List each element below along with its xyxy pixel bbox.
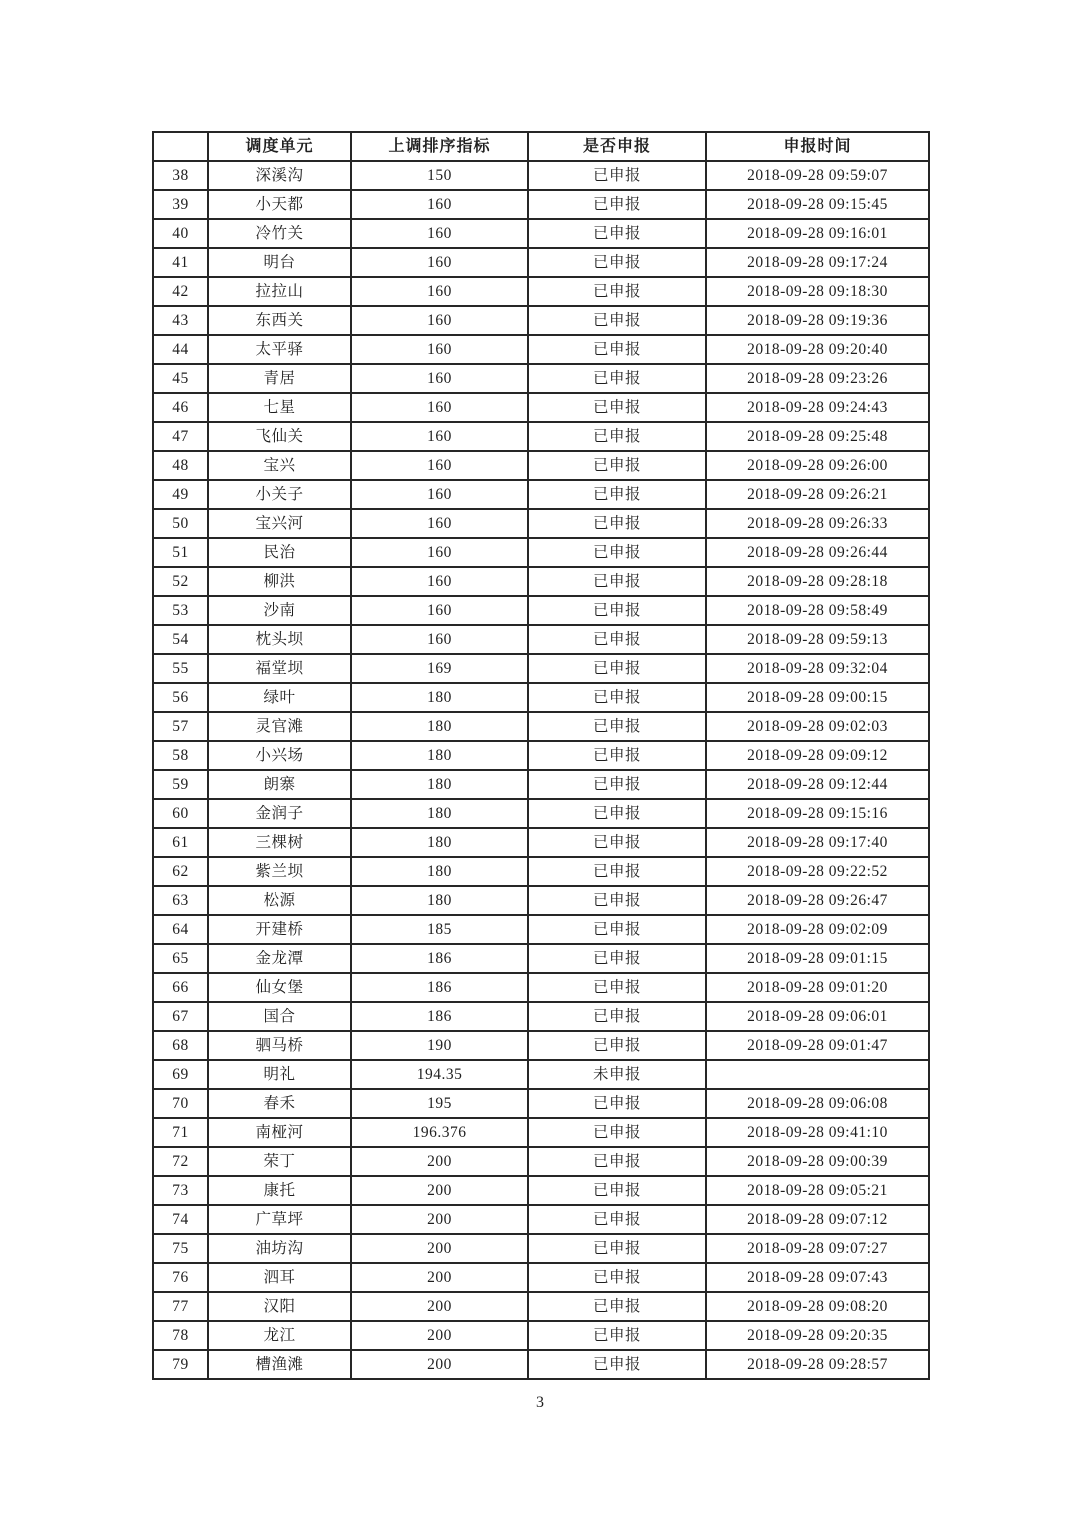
cell: 2018-09-28 09:06:01 — [706, 1002, 929, 1031]
cell: 已申报 — [528, 1321, 706, 1350]
table-row — [153, 857, 929, 886]
cell: 已申报 — [528, 1089, 706, 1118]
cell: 65 — [153, 944, 208, 973]
cell: 已申报 — [528, 944, 706, 973]
table-row — [153, 1031, 929, 1060]
cell: 已申报 — [528, 683, 706, 712]
cell: 七星 — [208, 393, 351, 422]
cell: 驷马桥 — [208, 1031, 351, 1060]
cell: 2018-09-28 09:01:20 — [706, 973, 929, 1002]
cell: 59 — [153, 770, 208, 799]
cell: 200 — [351, 1321, 528, 1350]
page-number: 3 — [536, 1394, 544, 1411]
cell: 已申报 — [528, 422, 706, 451]
cell: 186 — [351, 1002, 528, 1031]
cell: 已申报 — [528, 1176, 706, 1205]
cell: 2018-09-28 09:06:08 — [706, 1089, 929, 1118]
cell: 已申报 — [528, 857, 706, 886]
cell: 180 — [351, 828, 528, 857]
table-row — [153, 828, 929, 857]
cell: 2018-09-28 09:07:43 — [706, 1263, 929, 1292]
table-row — [153, 886, 929, 915]
cell: 150 — [351, 161, 528, 190]
cell: 2018-09-28 09:02:03 — [706, 712, 929, 741]
cell: 已申报 — [528, 770, 706, 799]
cell: 已申报 — [528, 741, 706, 770]
cell: 东西关 — [208, 306, 351, 335]
cell: 160 — [351, 277, 528, 306]
cell: 75 — [153, 1234, 208, 1263]
cell: 180 — [351, 683, 528, 712]
column-header — [153, 132, 208, 161]
cell: 180 — [351, 770, 528, 799]
cell: 泗耳 — [208, 1263, 351, 1292]
cell: 飞仙关 — [208, 422, 351, 451]
cell: 2018-09-28 09:20:40 — [706, 335, 929, 364]
cell: 明台 — [208, 248, 351, 277]
cell: 绿叶 — [208, 683, 351, 712]
table-row — [153, 306, 929, 335]
cell: 小兴场 — [208, 741, 351, 770]
cell: 已申报 — [528, 393, 706, 422]
table-row — [153, 538, 929, 567]
cell: 已申报 — [528, 1292, 706, 1321]
table-row — [153, 799, 929, 828]
cell: 柳洪 — [208, 567, 351, 596]
cell: 186 — [351, 973, 528, 1002]
cell: 已申报 — [528, 712, 706, 741]
cell: 160 — [351, 596, 528, 625]
cell: 73 — [153, 1176, 208, 1205]
table-row — [153, 190, 929, 219]
cell: 2018-09-28 09:59:07 — [706, 161, 929, 190]
cell: 已申报 — [528, 596, 706, 625]
cell: 180 — [351, 857, 528, 886]
cell: 2018-09-28 09:01:47 — [706, 1031, 929, 1060]
cell: 2018-09-28 09:01:15 — [706, 944, 929, 973]
cell: 小关子 — [208, 480, 351, 509]
cell: 2018-09-28 09:20:35 — [706, 1321, 929, 1350]
cell: 已申报 — [528, 1118, 706, 1147]
cell: 2018-09-28 09:16:01 — [706, 219, 929, 248]
cell: 松源 — [208, 886, 351, 915]
cell: 195 — [351, 1089, 528, 1118]
table-row — [153, 1205, 929, 1234]
cell: 196.376 — [351, 1118, 528, 1147]
cell: 已申报 — [528, 335, 706, 364]
table-body — [153, 161, 929, 1379]
cell: 沙南 — [208, 596, 351, 625]
cell: 55 — [153, 654, 208, 683]
cell: 160 — [351, 509, 528, 538]
cell: 2018-09-28 09:17:40 — [706, 828, 929, 857]
cell: 金龙潭 — [208, 944, 351, 973]
cell: 已申报 — [528, 1031, 706, 1060]
cell: 已申报 — [528, 364, 706, 393]
cell: 已申报 — [528, 219, 706, 248]
dispatch-unit-table — [152, 131, 930, 1380]
cell: 2018-09-28 09:26:33 — [706, 509, 929, 538]
cell: 2018-09-28 09:28:57 — [706, 1350, 929, 1379]
cell: 深溪沟 — [208, 161, 351, 190]
cell: 160 — [351, 451, 528, 480]
cell: 已申报 — [528, 248, 706, 277]
cell: 58 — [153, 741, 208, 770]
cell: 南桠河 — [208, 1118, 351, 1147]
cell: 2018-09-28 09:26:00 — [706, 451, 929, 480]
cell: 已申报 — [528, 1002, 706, 1031]
cell: 拉拉山 — [208, 277, 351, 306]
cell: 180 — [351, 799, 528, 828]
table-row — [153, 683, 929, 712]
cell: 64 — [153, 915, 208, 944]
cell: 43 — [153, 306, 208, 335]
cell: 200 — [351, 1234, 528, 1263]
cell: 51 — [153, 538, 208, 567]
cell: 200 — [351, 1350, 528, 1379]
cell: 79 — [153, 1350, 208, 1379]
table-row — [153, 248, 929, 277]
cell: 68 — [153, 1031, 208, 1060]
table-row — [153, 422, 929, 451]
cell: 200 — [351, 1263, 528, 1292]
cell: 160 — [351, 422, 528, 451]
cell: 72 — [153, 1147, 208, 1176]
cell: 太平驿 — [208, 335, 351, 364]
cell: 福堂坝 — [208, 654, 351, 683]
cell: 青居 — [208, 364, 351, 393]
cell: 2018-09-28 09:41:10 — [706, 1118, 929, 1147]
cell: 194.35 — [351, 1060, 528, 1089]
cell: 2018-09-28 09:09:12 — [706, 741, 929, 770]
column-header: 上调排序指标 — [351, 132, 528, 161]
cell: 57 — [153, 712, 208, 741]
cell: 180 — [351, 712, 528, 741]
table-row — [153, 1234, 929, 1263]
cell: 冷竹关 — [208, 219, 351, 248]
cell: 41 — [153, 248, 208, 277]
cell: 已申报 — [528, 190, 706, 219]
cell: 2018-09-28 09:07:12 — [706, 1205, 929, 1234]
cell: 2018-09-28 09:00:15 — [706, 683, 929, 712]
cell: 已申报 — [528, 480, 706, 509]
cell: 160 — [351, 219, 528, 248]
cell: 42 — [153, 277, 208, 306]
cell: 2018-09-28 09:02:09 — [706, 915, 929, 944]
cell: 开建桥 — [208, 915, 351, 944]
cell: 2018-09-28 09:00:39 — [706, 1147, 929, 1176]
table-row — [153, 1147, 929, 1176]
table-row — [153, 393, 929, 422]
cell: 180 — [351, 741, 528, 770]
cell: 62 — [153, 857, 208, 886]
cell: 已申报 — [528, 451, 706, 480]
table-row — [153, 219, 929, 248]
column-header: 申报时间 — [706, 132, 929, 161]
table-row — [153, 1350, 929, 1379]
cell: 已申报 — [528, 306, 706, 335]
cell: 67 — [153, 1002, 208, 1031]
cell: 国合 — [208, 1002, 351, 1031]
table-row — [153, 335, 929, 364]
cell: 44 — [153, 335, 208, 364]
cell: 49 — [153, 480, 208, 509]
cell: 2018-09-28 09:23:26 — [706, 364, 929, 393]
table-row — [153, 625, 929, 654]
cell: 明礼 — [208, 1060, 351, 1089]
cell: 2018-09-28 09:58:49 — [706, 596, 929, 625]
cell: 2018-09-28 09:19:36 — [706, 306, 929, 335]
cell: 小天都 — [208, 190, 351, 219]
cell: 2018-09-28 09:07:27 — [706, 1234, 929, 1263]
cell: 77 — [153, 1292, 208, 1321]
cell: 160 — [351, 306, 528, 335]
cell: 63 — [153, 886, 208, 915]
cell — [706, 1060, 929, 1089]
cell: 78 — [153, 1321, 208, 1350]
cell: 三棵树 — [208, 828, 351, 857]
cell: 宝兴 — [208, 451, 351, 480]
cell: 56 — [153, 683, 208, 712]
cell: 已申报 — [528, 973, 706, 1002]
cell: 已申报 — [528, 799, 706, 828]
cell: 45 — [153, 364, 208, 393]
cell: 已申报 — [528, 538, 706, 567]
table-row — [153, 1002, 929, 1031]
cell: 2018-09-28 09:12:44 — [706, 770, 929, 799]
cell: 70 — [153, 1089, 208, 1118]
cell: 已申报 — [528, 567, 706, 596]
table-row — [153, 1089, 929, 1118]
cell: 160 — [351, 393, 528, 422]
table-row — [153, 741, 929, 770]
cell: 160 — [351, 335, 528, 364]
table-row — [153, 712, 929, 741]
cell: 紫兰坝 — [208, 857, 351, 886]
table-row — [153, 567, 929, 596]
table-row — [153, 1321, 929, 1350]
table-row — [153, 1176, 929, 1205]
cell: 2018-09-28 09:18:30 — [706, 277, 929, 306]
cell: 春禾 — [208, 1089, 351, 1118]
cell: 186 — [351, 944, 528, 973]
cell: 广草坪 — [208, 1205, 351, 1234]
cell: 160 — [351, 480, 528, 509]
cell: 54 — [153, 625, 208, 654]
cell: 47 — [153, 422, 208, 451]
cell: 已申报 — [528, 161, 706, 190]
cell: 已申报 — [528, 1205, 706, 1234]
cell: 160 — [351, 538, 528, 567]
cell: 2018-09-28 09:32:04 — [706, 654, 929, 683]
cell: 2018-09-28 09:17:24 — [706, 248, 929, 277]
cell: 39 — [153, 190, 208, 219]
cell: 185 — [351, 915, 528, 944]
column-header: 是否申报 — [528, 132, 706, 161]
cell: 46 — [153, 393, 208, 422]
cell: 160 — [351, 248, 528, 277]
cell: 已申报 — [528, 915, 706, 944]
table-row — [153, 973, 929, 1002]
cell: 未申报 — [528, 1060, 706, 1089]
cell: 2018-09-28 09:25:48 — [706, 422, 929, 451]
table-row — [153, 915, 929, 944]
cell: 53 — [153, 596, 208, 625]
cell: 荣丁 — [208, 1147, 351, 1176]
cell: 已申报 — [528, 277, 706, 306]
cell: 48 — [153, 451, 208, 480]
cell: 71 — [153, 1118, 208, 1147]
table-header-row — [153, 132, 929, 161]
cell: 2018-09-28 09:22:52 — [706, 857, 929, 886]
table-row — [153, 1263, 929, 1292]
table-row — [153, 1118, 929, 1147]
cell: 槽渔滩 — [208, 1350, 351, 1379]
cell: 宝兴河 — [208, 509, 351, 538]
cell: 已申报 — [528, 1350, 706, 1379]
cell: 160 — [351, 625, 528, 654]
table-row — [153, 364, 929, 393]
cell: 仙女堡 — [208, 973, 351, 1002]
cell: 已申报 — [528, 1234, 706, 1263]
cell: 康托 — [208, 1176, 351, 1205]
cell: 74 — [153, 1205, 208, 1234]
cell: 160 — [351, 364, 528, 393]
table-row — [153, 596, 929, 625]
cell: 38 — [153, 161, 208, 190]
cell: 枕头坝 — [208, 625, 351, 654]
cell: 已申报 — [528, 509, 706, 538]
cell: 汉阳 — [208, 1292, 351, 1321]
cell: 金润子 — [208, 799, 351, 828]
table-row — [153, 161, 929, 190]
cell: 40 — [153, 219, 208, 248]
cell: 2018-09-28 09:26:21 — [706, 480, 929, 509]
cell: 龙江 — [208, 1321, 351, 1350]
cell: 已申报 — [528, 625, 706, 654]
cell: 2018-09-28 09:05:21 — [706, 1176, 929, 1205]
cell: 200 — [351, 1176, 528, 1205]
cell: 180 — [351, 886, 528, 915]
cell: 已申报 — [528, 1263, 706, 1292]
cell: 已申报 — [528, 654, 706, 683]
table-row — [153, 1292, 929, 1321]
table-row — [153, 654, 929, 683]
cell: 169 — [351, 654, 528, 683]
cell: 160 — [351, 190, 528, 219]
cell: 2018-09-28 09:59:13 — [706, 625, 929, 654]
table-row — [153, 1060, 929, 1089]
table-row — [153, 277, 929, 306]
cell: 朗寨 — [208, 770, 351, 799]
table-row — [153, 509, 929, 538]
cell: 160 — [351, 567, 528, 596]
cell: 69 — [153, 1060, 208, 1089]
cell: 民治 — [208, 538, 351, 567]
cell: 200 — [351, 1292, 528, 1321]
cell: 2018-09-28 09:26:47 — [706, 886, 929, 915]
table-row — [153, 480, 929, 509]
cell: 油坊沟 — [208, 1234, 351, 1263]
cell: 已申报 — [528, 886, 706, 915]
cell: 2018-09-28 09:28:18 — [706, 567, 929, 596]
cell: 已申报 — [528, 1147, 706, 1176]
cell: 61 — [153, 828, 208, 857]
cell: 66 — [153, 973, 208, 1002]
cell: 76 — [153, 1263, 208, 1292]
cell: 190 — [351, 1031, 528, 1060]
cell: 50 — [153, 509, 208, 538]
cell: 2018-09-28 09:26:44 — [706, 538, 929, 567]
cell: 200 — [351, 1147, 528, 1176]
column-header: 调度单元 — [208, 132, 351, 161]
table-row — [153, 944, 929, 973]
cell: 2018-09-28 09:15:45 — [706, 190, 929, 219]
cell: 灵官滩 — [208, 712, 351, 741]
table-row — [153, 770, 929, 799]
cell: 已申报 — [528, 828, 706, 857]
table-row — [153, 451, 929, 480]
cell: 2018-09-28 09:24:43 — [706, 393, 929, 422]
cell: 60 — [153, 799, 208, 828]
cell: 2018-09-28 09:15:16 — [706, 799, 929, 828]
cell: 200 — [351, 1205, 528, 1234]
cell: 2018-09-28 09:08:20 — [706, 1292, 929, 1321]
cell: 52 — [153, 567, 208, 596]
